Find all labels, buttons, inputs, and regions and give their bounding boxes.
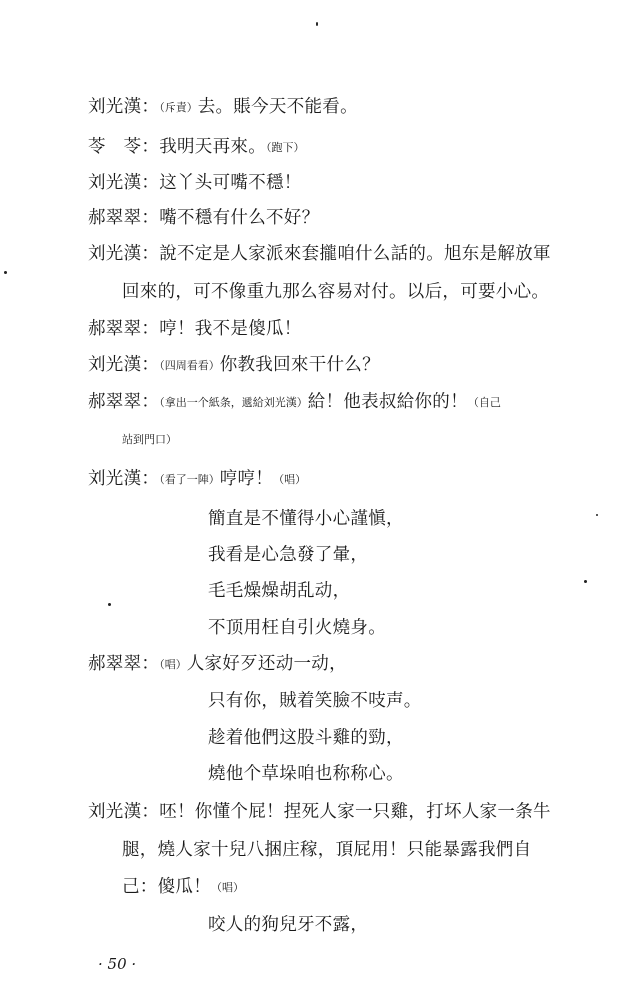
- dialogue-line: [88, 207, 319, 229]
- speaker-name: 刘光漢：: [88, 469, 160, 489]
- song-verse-line: [208, 763, 404, 785]
- stage-direction: 站到門口）: [122, 433, 177, 446]
- dialogue-line: [88, 318, 302, 340]
- speaker-name: 郝翠翠：: [88, 654, 160, 674]
- line-text: 回來的，可不像重九那么容易对付。以后，可要小心。: [122, 282, 550, 302]
- dialogue-continuation: [122, 876, 244, 899]
- line-text: 嘴不穩有什么不好？: [159, 208, 320, 228]
- song-verse-line: [208, 508, 404, 530]
- song-verse-line: [208, 617, 386, 639]
- song-verse-line: [208, 727, 404, 749]
- stage-direction: （斥責）: [159, 101, 198, 114]
- song-verse-line: [208, 544, 368, 566]
- print-speck: [108, 603, 111, 606]
- line-text: 去。賬今天不能看。: [197, 97, 358, 117]
- dialogue-continuation: [122, 281, 549, 303]
- line-text: 己：傻瓜！: [122, 877, 211, 897]
- speaker-name: 郝翠翠：: [88, 392, 160, 412]
- line-text: 不顶用枉自引火燒身。: [208, 618, 386, 638]
- speaker-name: 郝翠翠：: [88, 319, 160, 339]
- line-text: 哼哼！: [219, 469, 274, 489]
- stage-direction: （跑下）: [266, 141, 305, 154]
- line-text: 人家好歹还动一动，: [186, 654, 347, 674]
- line-text: 說不定是人家派來套攏咱什么話的。旭东是解放軍: [159, 244, 551, 264]
- dialogue-continuation: [122, 428, 177, 451]
- speaker-name: 刘光漢：: [88, 244, 160, 264]
- line-text: 燒他个草垛咱也称称心。: [208, 764, 404, 784]
- dialogue-line: [88, 354, 380, 377]
- dialogue-line: [88, 653, 347, 676]
- speaker-name: 苓 苓：: [88, 137, 160, 157]
- stage-direction: （唱）: [273, 473, 307, 486]
- speaker-name: 郝翠翠：: [88, 208, 160, 228]
- line-text: 我看是心急發了暈，: [208, 545, 369, 565]
- song-verse-line: [208, 914, 368, 936]
- stage-direction: （唱）: [211, 881, 244, 894]
- song-verse-line: [208, 580, 350, 602]
- stage-direction: （自己: [467, 396, 501, 409]
- dialogue-continuation: [122, 839, 531, 861]
- line-text: 腿，燒人家十兒八捆庄稼，頂屁用！只能暴露我們自: [122, 840, 532, 860]
- stage-direction: （看了一陣）: [159, 473, 220, 486]
- line-text: 呸！你懂个屁！捏死人家一只雞，打坏人家一条牛: [159, 802, 551, 822]
- page-number: · 50 ·: [98, 955, 137, 973]
- line-text: 給！他表叔給你的！: [307, 392, 468, 412]
- song-verse-line: [208, 690, 422, 712]
- stage-direction: （拿出一个紙条，遞給刘光漢）: [159, 396, 308, 409]
- print-speck: [596, 514, 598, 516]
- line-text: 毛毛燥燥胡乱动，: [208, 581, 351, 601]
- line-text: 哼！我不是傻瓜！: [159, 319, 302, 339]
- line-text: 咬人的狗兒牙不露，: [208, 915, 369, 935]
- dialogue-line: [88, 468, 306, 491]
- dialogue-line: [88, 96, 358, 119]
- print-speck: [316, 22, 318, 26]
- speaker-name: 刘光漢：: [88, 355, 160, 375]
- stage-direction: （四周看看）: [159, 359, 220, 372]
- line-text: 你教我回來干什么？: [219, 355, 380, 375]
- stage-direction: （唱）: [159, 658, 187, 671]
- speaker-name: 刘光漢：: [88, 802, 160, 822]
- dialogue-line: [88, 391, 501, 414]
- speaker-name: 刘光漢：: [88, 97, 160, 117]
- line-text: 我明天再來。: [159, 137, 267, 157]
- print-speck: [584, 580, 587, 583]
- speaker-name: 刘光漢：: [88, 173, 160, 193]
- line-text: 簡直是不懂得小心謹愼，: [208, 509, 404, 529]
- dialogue-line: [88, 243, 551, 265]
- dialogue-line: [88, 136, 305, 159]
- dialogue-line: [88, 172, 302, 194]
- line-text: 这丫头可嘴不穩！: [159, 173, 302, 193]
- line-text: 只有你，賊着笑臉不吱声。: [208, 691, 422, 711]
- dialogue-line: [88, 801, 551, 823]
- line-text: 趁着他們这股斗雞的勁，: [208, 728, 404, 748]
- print-speck: [4, 271, 7, 274]
